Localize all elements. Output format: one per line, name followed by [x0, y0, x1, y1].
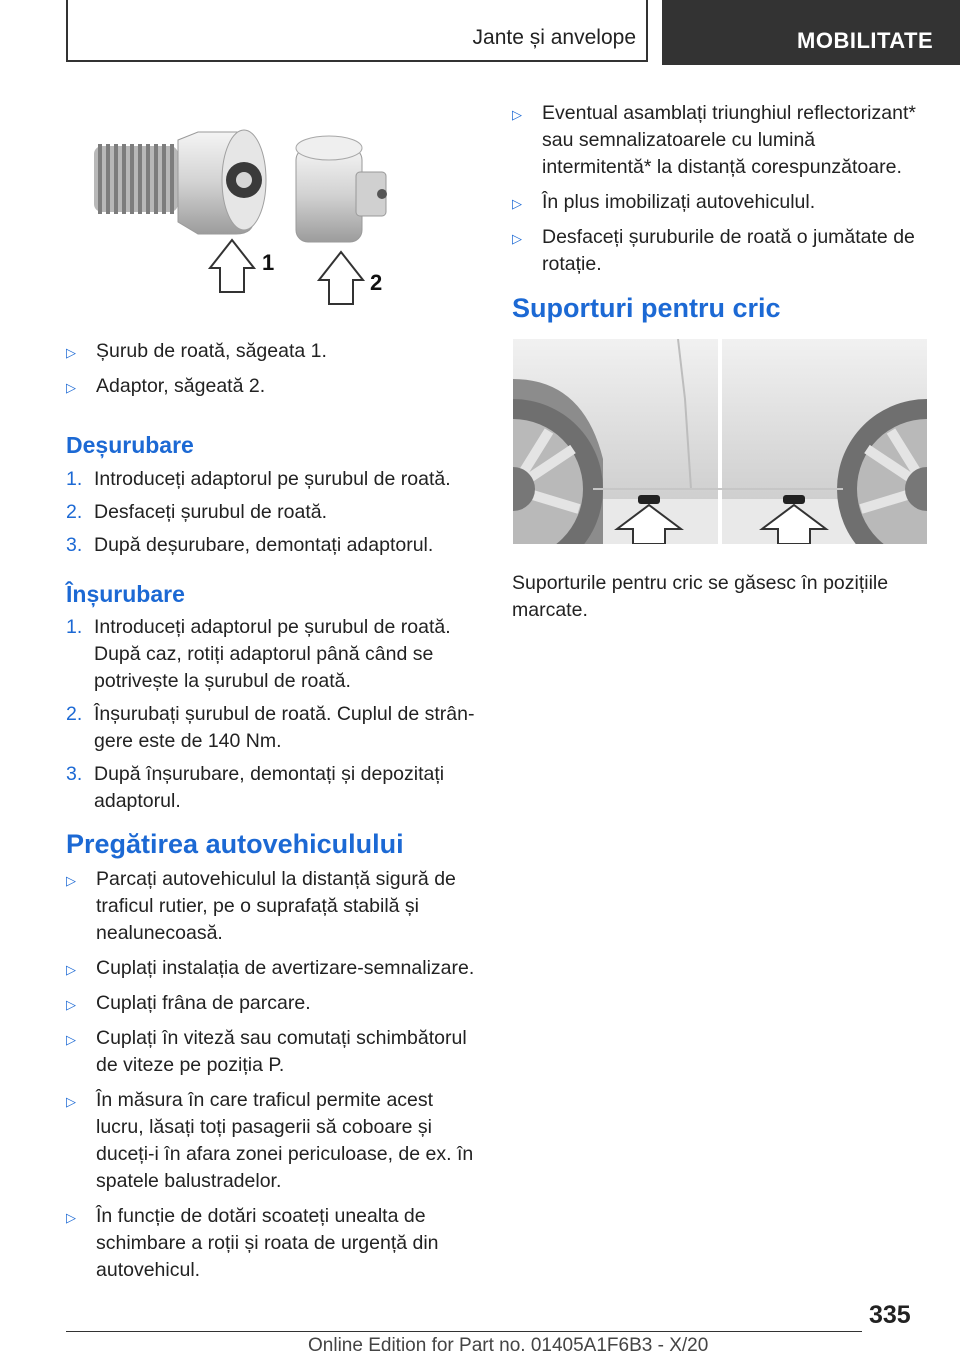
triangle-bullet-icon: ▷ — [66, 873, 76, 888]
jack-point-right — [783, 495, 805, 504]
figure-legend-list — [66, 338, 480, 400]
preparation-list-left — [66, 866, 480, 1284]
footer-divider — [66, 1331, 862, 1332]
triangle-bullet-icon: ▷ — [66, 1094, 76, 1109]
list-item: ▷ Cuplați frâna de parcare. — [66, 990, 480, 1017]
steps-insurubare — [66, 614, 480, 815]
triangle-bullet-icon: ▷ — [66, 997, 76, 1012]
list-item: ▷ Desfaceți șuruburile de roată o jumătate de rotație. — [512, 226, 915, 275]
triangle-bullet-icon: ▷ — [512, 231, 522, 246]
arrow-1 — [210, 240, 274, 292]
list-item: ▷ Adaptor, săgeată 2. — [66, 373, 480, 400]
list-item: 2. Înșurubați șurubul de roată. Cuplul de strângere este de 140 Nm. — [66, 703, 475, 752]
list-item: ▷ Cuplați instalația de avertizare-semnalizare. — [66, 955, 480, 982]
list-item: 3. După deșurubare, demontați adaptorul. — [66, 534, 434, 556]
header-chapter-tab: MOBILITATE — [662, 0, 960, 65]
header-section-title: Jante și anvelope — [472, 26, 636, 49]
bolt-thread — [94, 144, 178, 214]
triangle-bullet-icon: ▷ — [66, 1210, 76, 1225]
triangle-bullet-icon: ▷ — [66, 345, 76, 360]
list-item: ▷ În plus imobilizați autovehiculul. — [512, 189, 930, 216]
list-item: ▷ Eventual asamblați triunghiul reflectorizant* sau semnalizatoarele cu lumină intermitentă* la distanță corespunzătoare. — [512, 102, 916, 178]
section-title-suporturi: Suporturi pentru cric — [512, 293, 781, 323]
triangle-bullet-icon: ▷ — [66, 1032, 76, 1047]
list-item: ▷ Șurub de roată, săgeata 1. — [66, 338, 480, 365]
section-title-pregatirea: Pregătirea autovehiculului — [66, 829, 404, 859]
triangle-bullet-icon: ▷ — [66, 962, 76, 977]
list-item: 3. După înșurubare, demontați și depozitați adaptorul. — [66, 763, 445, 812]
preparation-list-right — [512, 100, 930, 278]
page-number: 335 — [869, 1301, 911, 1329]
jacking-points-caption: Suporturile pentru cric se găsesc în pozițiile marcate. — [512, 572, 889, 621]
section-title-desurubare: Deșurubare — [66, 432, 194, 458]
arrow-label-1: 1 — [262, 250, 275, 275]
list-item: 2. Desfaceți șurubul de roată. — [66, 501, 328, 523]
steps-desurubare — [66, 466, 480, 559]
list-item: 1. Introduceți adaptorul pe șurubul de roată. — [66, 468, 451, 490]
arrow-2 — [319, 252, 382, 304]
jack-point-left — [638, 495, 660, 504]
triangle-bullet-icon: ▷ — [512, 107, 522, 122]
list-item: ▷ În funcție de dotări scoateți unealta de schimbare a roții și roata de urgență din autovehicul. — [66, 1205, 439, 1281]
jacking-points-illustration — [513, 339, 927, 544]
list-item: ▷ Cuplați în viteză sau comutați schimbătorul de viteze pe poziția P. — [66, 1027, 467, 1076]
triangle-bullet-icon: ▷ — [66, 380, 76, 395]
list-item: ▷ Parcați autovehiculul la distanță sigură de traficul rutier, pe o suprafață stabilă și nealunecoasă. — [66, 868, 456, 944]
list-item: 1. Introduceți adaptorul pe șurubul de roată. După caz, rotiți adaptorul până când se potrivește la șurubul de roată. — [66, 616, 451, 692]
wheel-bolt-adapter-illustration — [86, 118, 392, 308]
arrow-label-2: 2 — [370, 270, 383, 295]
triangle-bullet-icon: ▷ — [512, 196, 522, 211]
section-title-insurubare: Înșurubare — [66, 581, 185, 607]
adapter — [296, 136, 387, 242]
list-item: ▷ În măsura în care traficul permite acest lucru, lăsați toți pasagerii să coboare și duceți-i în afara zonei periculoase, de ex. în spatele balustradelor. — [66, 1089, 474, 1192]
footer-edition: Online Edition for Part no. 01405A1F6B3 - X/20 — [308, 1335, 709, 1356]
